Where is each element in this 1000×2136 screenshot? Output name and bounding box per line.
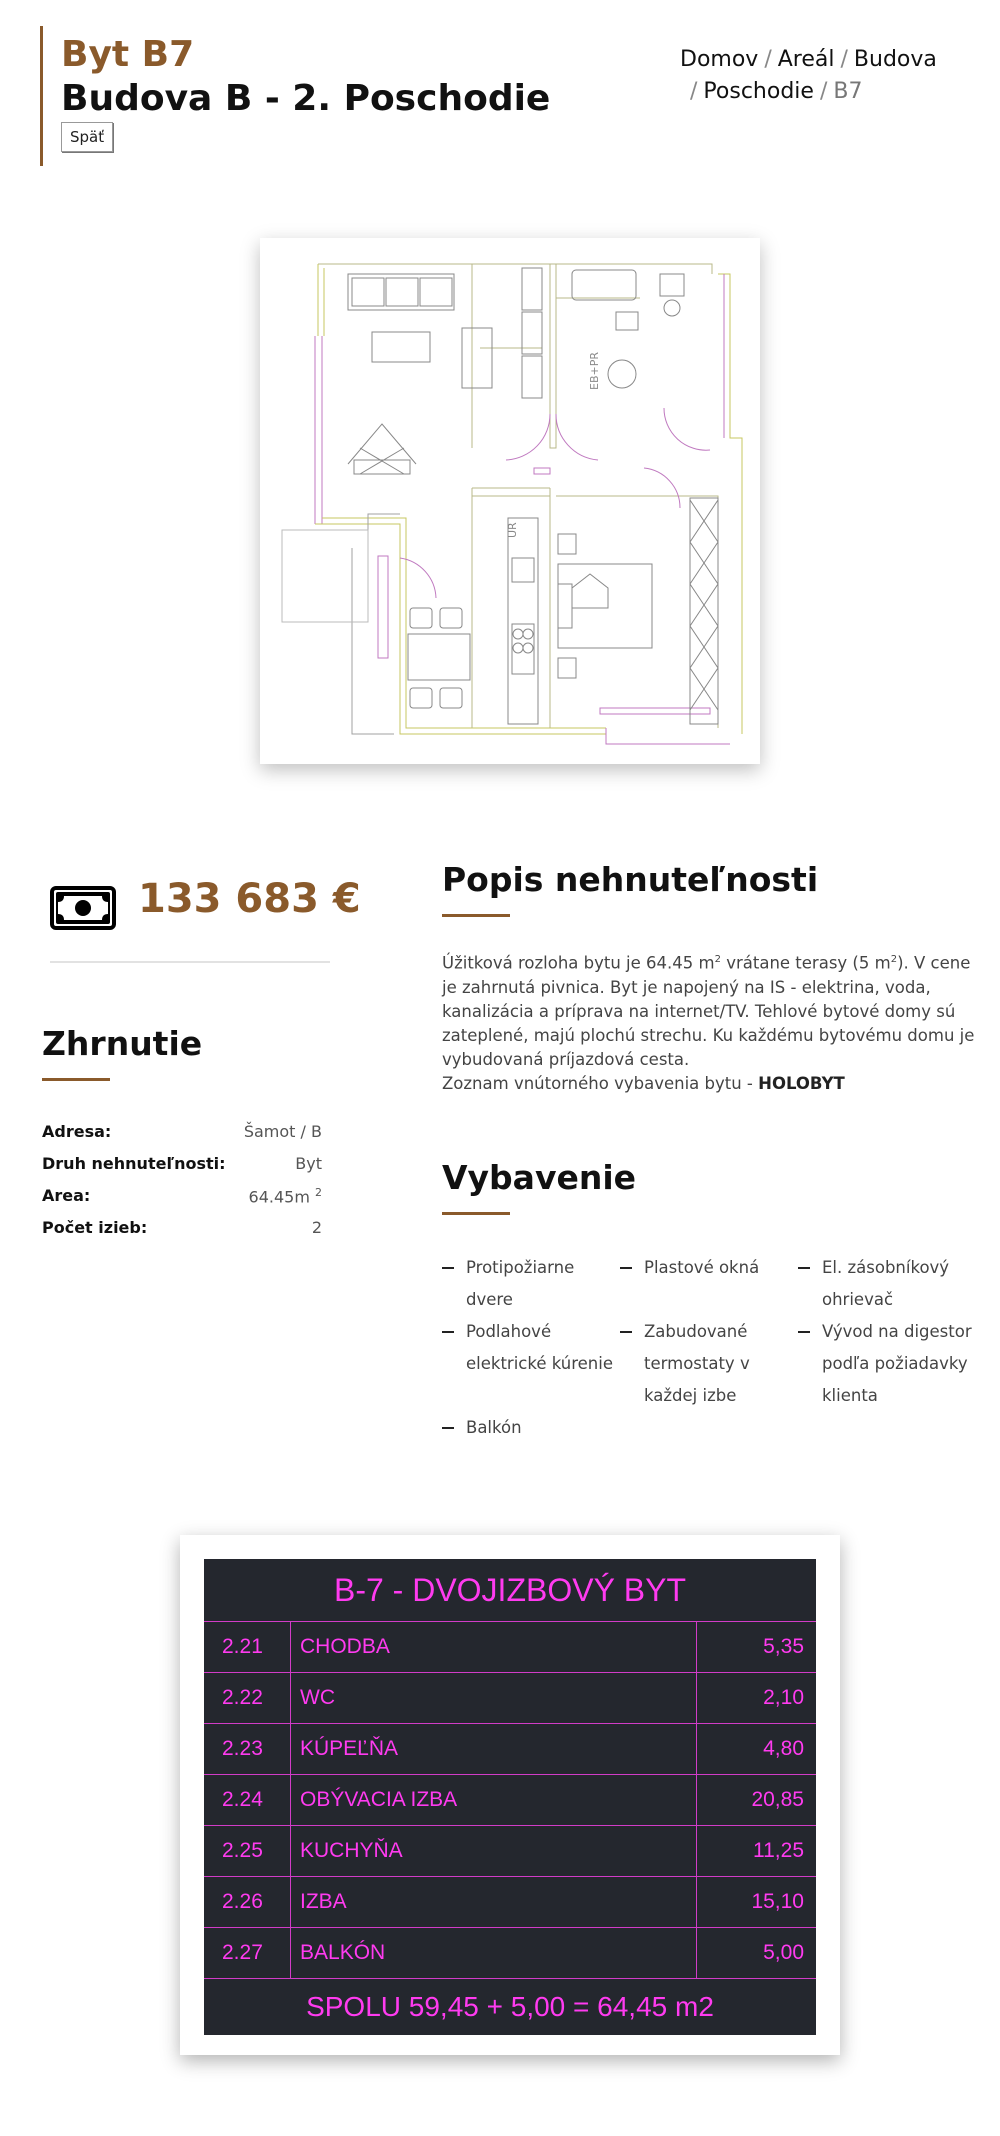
table-row: 2.23 KÚPEĽŇA 4,80 (204, 1723, 816, 1775)
money-bill-icon (50, 886, 116, 930)
page-header (40, 26, 551, 166)
breadcrumb (680, 44, 980, 108)
floor-plan-image[interactable] (260, 238, 760, 764)
table-row: 2.21 CHODBA 5,35 (204, 1621, 816, 1673)
summary-value: 64.45m $^2$ (248, 1186, 322, 1207)
room-table-image[interactable] (180, 1535, 840, 2055)
feature-item: Balkón (442, 1412, 612, 1444)
breadcrumb-current: B7 (833, 79, 863, 104)
feature-item: Vývod na digestor podľa požiadavky klienta (798, 1316, 978, 1412)
breadcrumb-budova[interactable]: Budova (853, 47, 937, 72)
page-title: Byt B7 (61, 34, 195, 75)
heading-underline (442, 914, 510, 917)
summary-key: Area: (42, 1186, 91, 1205)
table-row: 2.26 IZBA 15,10 (204, 1876, 816, 1928)
summary-row-address (42, 1122, 322, 1152)
breadcrumb-poschodie[interactable]: Poschodie (703, 79, 814, 104)
feature-item: Protipožiarne dvere (442, 1252, 612, 1316)
feature-item: Zabudované termostaty v každej izbe (620, 1316, 790, 1412)
room-table-title: B-7 - DVOJIZBOVÝ BYT (204, 1559, 816, 1622)
description-heading: Popis nehnuteľnosti (442, 860, 819, 899)
plan-label-ur: UR (506, 522, 519, 538)
table-row: 2.25 KUCHYŇA 11,25 (204, 1825, 816, 1877)
feature-item: El. zásobníkový ohrievač (798, 1252, 978, 1316)
features-heading: Vybavenie (442, 1158, 637, 1197)
table-row: 2.24 OBÝVACIA IZBA 20,85 (204, 1774, 816, 1826)
table-row: 2.27 BALKÓN 5,00 (204, 1927, 816, 1979)
summary-heading: Zhrnutie (42, 1024, 203, 1063)
breadcrumb-separator: / (764, 47, 772, 72)
summary-value: 2 (311, 1218, 322, 1237)
feature-item: Plastové okná (620, 1252, 790, 1316)
heading-underline (442, 1212, 510, 1215)
heading-underline (42, 1078, 110, 1081)
table-row: 2.22 WC 2,10 (204, 1672, 816, 1724)
summary-row-area (42, 1186, 322, 1216)
summary-key: Adresa: (42, 1122, 112, 1141)
breadcrumb-separator: / (840, 47, 848, 72)
room-table (204, 1559, 816, 2035)
breadcrumb-separator: / (819, 79, 828, 104)
plan-label-ebpr: EB+PR (588, 352, 601, 390)
breadcrumb-separator: / (690, 79, 698, 104)
summary-row-type (42, 1154, 322, 1184)
divider (50, 961, 330, 963)
summary-value: Byt (295, 1154, 322, 1173)
summary-value: Šamot / B (243, 1122, 322, 1141)
price-value: 133 683 € (138, 876, 361, 922)
feature-item: Podlahové elektrické kúrenie (442, 1316, 612, 1380)
back-button[interactable]: Späť (61, 122, 113, 152)
summary-key: Druh nehnuteľnosti: (42, 1154, 226, 1173)
summary-row-rooms (42, 1218, 322, 1248)
breadcrumb-home[interactable]: Domov (680, 47, 759, 72)
room-table-total: SPOLU 59,45 + 5,00 = 64,45 m2 (306, 1991, 714, 2022)
summary-key: Počet izieb: (42, 1218, 148, 1237)
floor-plan-drawing (260, 238, 760, 764)
description-bold: HOLOBYT (758, 1073, 845, 1093)
breadcrumb-areal[interactable]: Areál (777, 47, 835, 72)
description-text: Úžitková rozloha bytu je 64.45 $m^2$ vrátane terasy (5 $m^2$). V cene je zahrnutá pivnica. Byt je napojený na IS - elektrina, voda, kanalizácia a príprava na internet/TV. Tehlové bytové domy sú zateplené, majú plochú strechu. Ku každému bytovému domu je vybudovaná príjazdová cesta. Zoznam vnútorného vybavenia bytu - HOLOBYT (442, 953, 975, 1093)
page-subtitle: Budova B - 2. Poschodie (61, 78, 551, 119)
